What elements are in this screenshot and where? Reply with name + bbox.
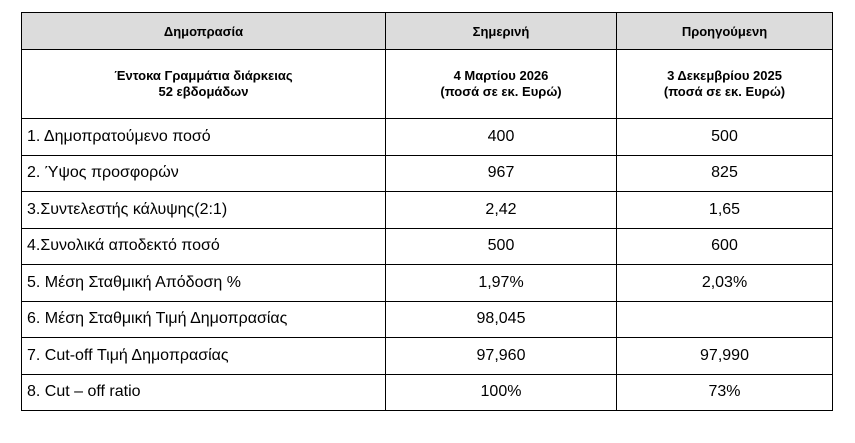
table-row (22, 374, 833, 411)
current-units: (ποσά σε εκ. Ευρώ) (440, 84, 562, 99)
subheader-previous-date (617, 50, 833, 119)
row-label: 6. Μέση Σταθμική Τιμή Δημοπρασίας (22, 301, 386, 338)
instrument-name: Έντοκα Γραμμάτια διάρκειας (114, 68, 293, 83)
table-row (22, 228, 833, 265)
header-auction: Δημοπρασία (22, 13, 386, 50)
row-label: 3.Συντελεστής κάλυψης(2:1) (22, 192, 386, 229)
row-current-value: 98,045 (386, 301, 617, 338)
row-previous-value: 73% (617, 374, 833, 411)
row-label: 8. Cut – off ratio (22, 374, 386, 411)
row-current-value: 100% (386, 374, 617, 411)
table-row (22, 301, 833, 338)
row-current-value: 1,97% (386, 265, 617, 302)
row-previous-value: 500 (617, 119, 833, 156)
instrument-duration: 52 εβδομάδων (158, 84, 249, 99)
previous-units: (ποσά σε εκ. Ευρώ) (663, 84, 786, 99)
row-previous-value: 1,65 (617, 192, 833, 229)
row-current-value: 97,960 (386, 338, 617, 375)
row-label: 7. Cut-off Τιμή Δημοπρασίας (22, 338, 386, 375)
table-row (22, 192, 833, 229)
row-current-value: 2,42 (386, 192, 617, 229)
row-current-value: 967 (386, 155, 617, 192)
header-previous: Προηγούμενη (617, 13, 833, 50)
row-previous-value (617, 301, 833, 338)
table-row (22, 265, 833, 302)
auction-results-table (21, 12, 833, 411)
row-label: 4.Συνολικά αποδεκτό ποσό (22, 228, 386, 265)
table-row (22, 119, 833, 156)
row-previous-value: 97,990 (617, 338, 833, 375)
table-row (22, 338, 833, 375)
row-previous-value: 600 (617, 228, 833, 265)
previous-date: 3 Δεκεμβρίου 2025 (667, 68, 782, 83)
row-label: 1. Δημοπρατούμενο ποσό (22, 119, 386, 156)
table-header-row (22, 13, 833, 50)
subheader-current-date (386, 50, 617, 119)
row-previous-value: 2,03% (617, 265, 833, 302)
current-date: 4 Μαρτίου 2026 (453, 68, 549, 83)
row-previous-value: 825 (617, 155, 833, 192)
row-label: 5. Μέση Σταθμική Απόδοση % (22, 265, 386, 302)
table-row (22, 155, 833, 192)
subheader-instrument (22, 50, 386, 119)
table-subheader-row (22, 50, 833, 119)
row-label: 2. Ύψος προσφορών (22, 155, 386, 192)
header-current: Σημερινή (386, 13, 617, 50)
row-current-value: 500 (386, 228, 617, 265)
row-current-value: 400 (386, 119, 617, 156)
